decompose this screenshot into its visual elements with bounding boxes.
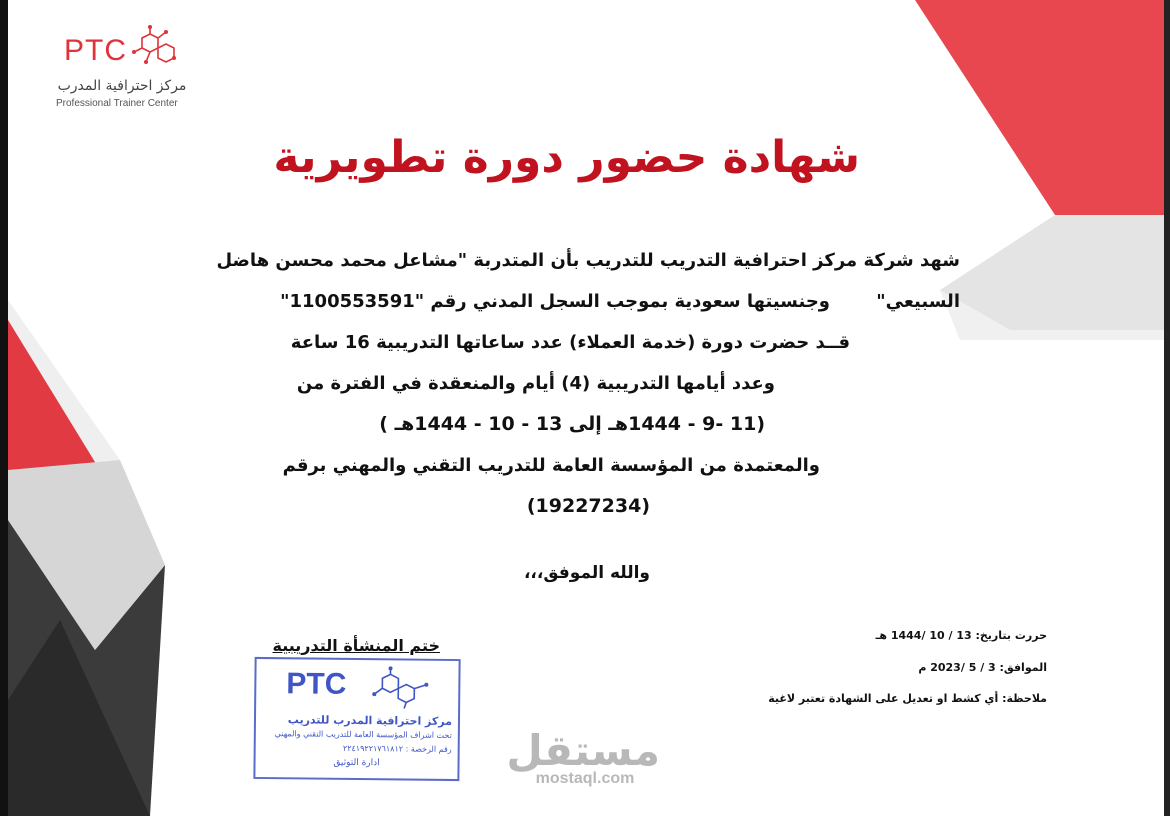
certificate-body [200,240,960,527]
tamper-note: ملاحظة: أي كشط او تعديل على الشهادة تعتبر لاغية [768,692,1047,705]
right-frame-edge [1164,0,1170,816]
gregorian-date: الموافق: 3 / 5 /2023 م [918,661,1047,674]
certificate-title: شهادة حضور دورة تطويرية [273,132,860,183]
official-stamp [253,657,460,781]
logo-english-name: Professional Trainer Center [56,98,178,109]
body-line: قــد حضرت دورة (خدمة العملاء) عدد ساعاتها التدريبية 16 ساعة [290,332,850,353]
issue-date: حررت بتاريخ: 13 / 10 /1444 هـ [875,629,1047,642]
left-frame-edge [0,0,8,816]
body-line: شهد شركة مركز احترافية التدريب للتدريب بأن المتدربة "مشاعل محمد محسن هاضل السبيعي" [216,250,960,312]
stamp-line: تحت اشراف المؤسسة العامة للتدريب التقني والمهني [274,729,452,740]
logo-arabic-name: مركز احترافية المدرب [57,78,187,94]
body-line: (11 -9 - 1444هـ إلى 13 - 10 - 1444هـ ) [379,413,765,435]
ptc-logo [48,22,198,117]
mostaql-watermark [506,726,660,788]
stamp-line: رقم الرخصة : ٢٢٤١٩٢٢١٧٦١٨١٢ [342,743,452,754]
molecule-icon [126,24,180,74]
watermark-arabic: مستقل [506,726,660,775]
stamp-molecule-icon [368,666,438,711]
stamp-line: ادارة التوثيق [333,757,380,769]
logo-brand-text: PTC [64,34,127,67]
stamp-line: مركز احترافية المدرب للتدريب [287,713,453,728]
closing-text: والله الموفق،،، [523,563,650,583]
seal-title: ختم المنشأة التدريبية [272,636,440,655]
stamp-brand: PTC [286,667,347,701]
watermark-english: mostaql.com [535,770,635,787]
body-line: (19227234) [526,495,650,517]
body-line: وعدد أيامها التدريبية (4) أيام والمنعقدة في الفترة من [296,373,775,394]
body-line: والمعتمدة من المؤسسة العامة للتدريب التقني والمهني برقم [282,455,820,476]
body-line: وجنسيتها سعودية بموجب السجل المدني رقم "1100553591" [280,291,830,312]
top-right-red-shape [915,0,1165,215]
